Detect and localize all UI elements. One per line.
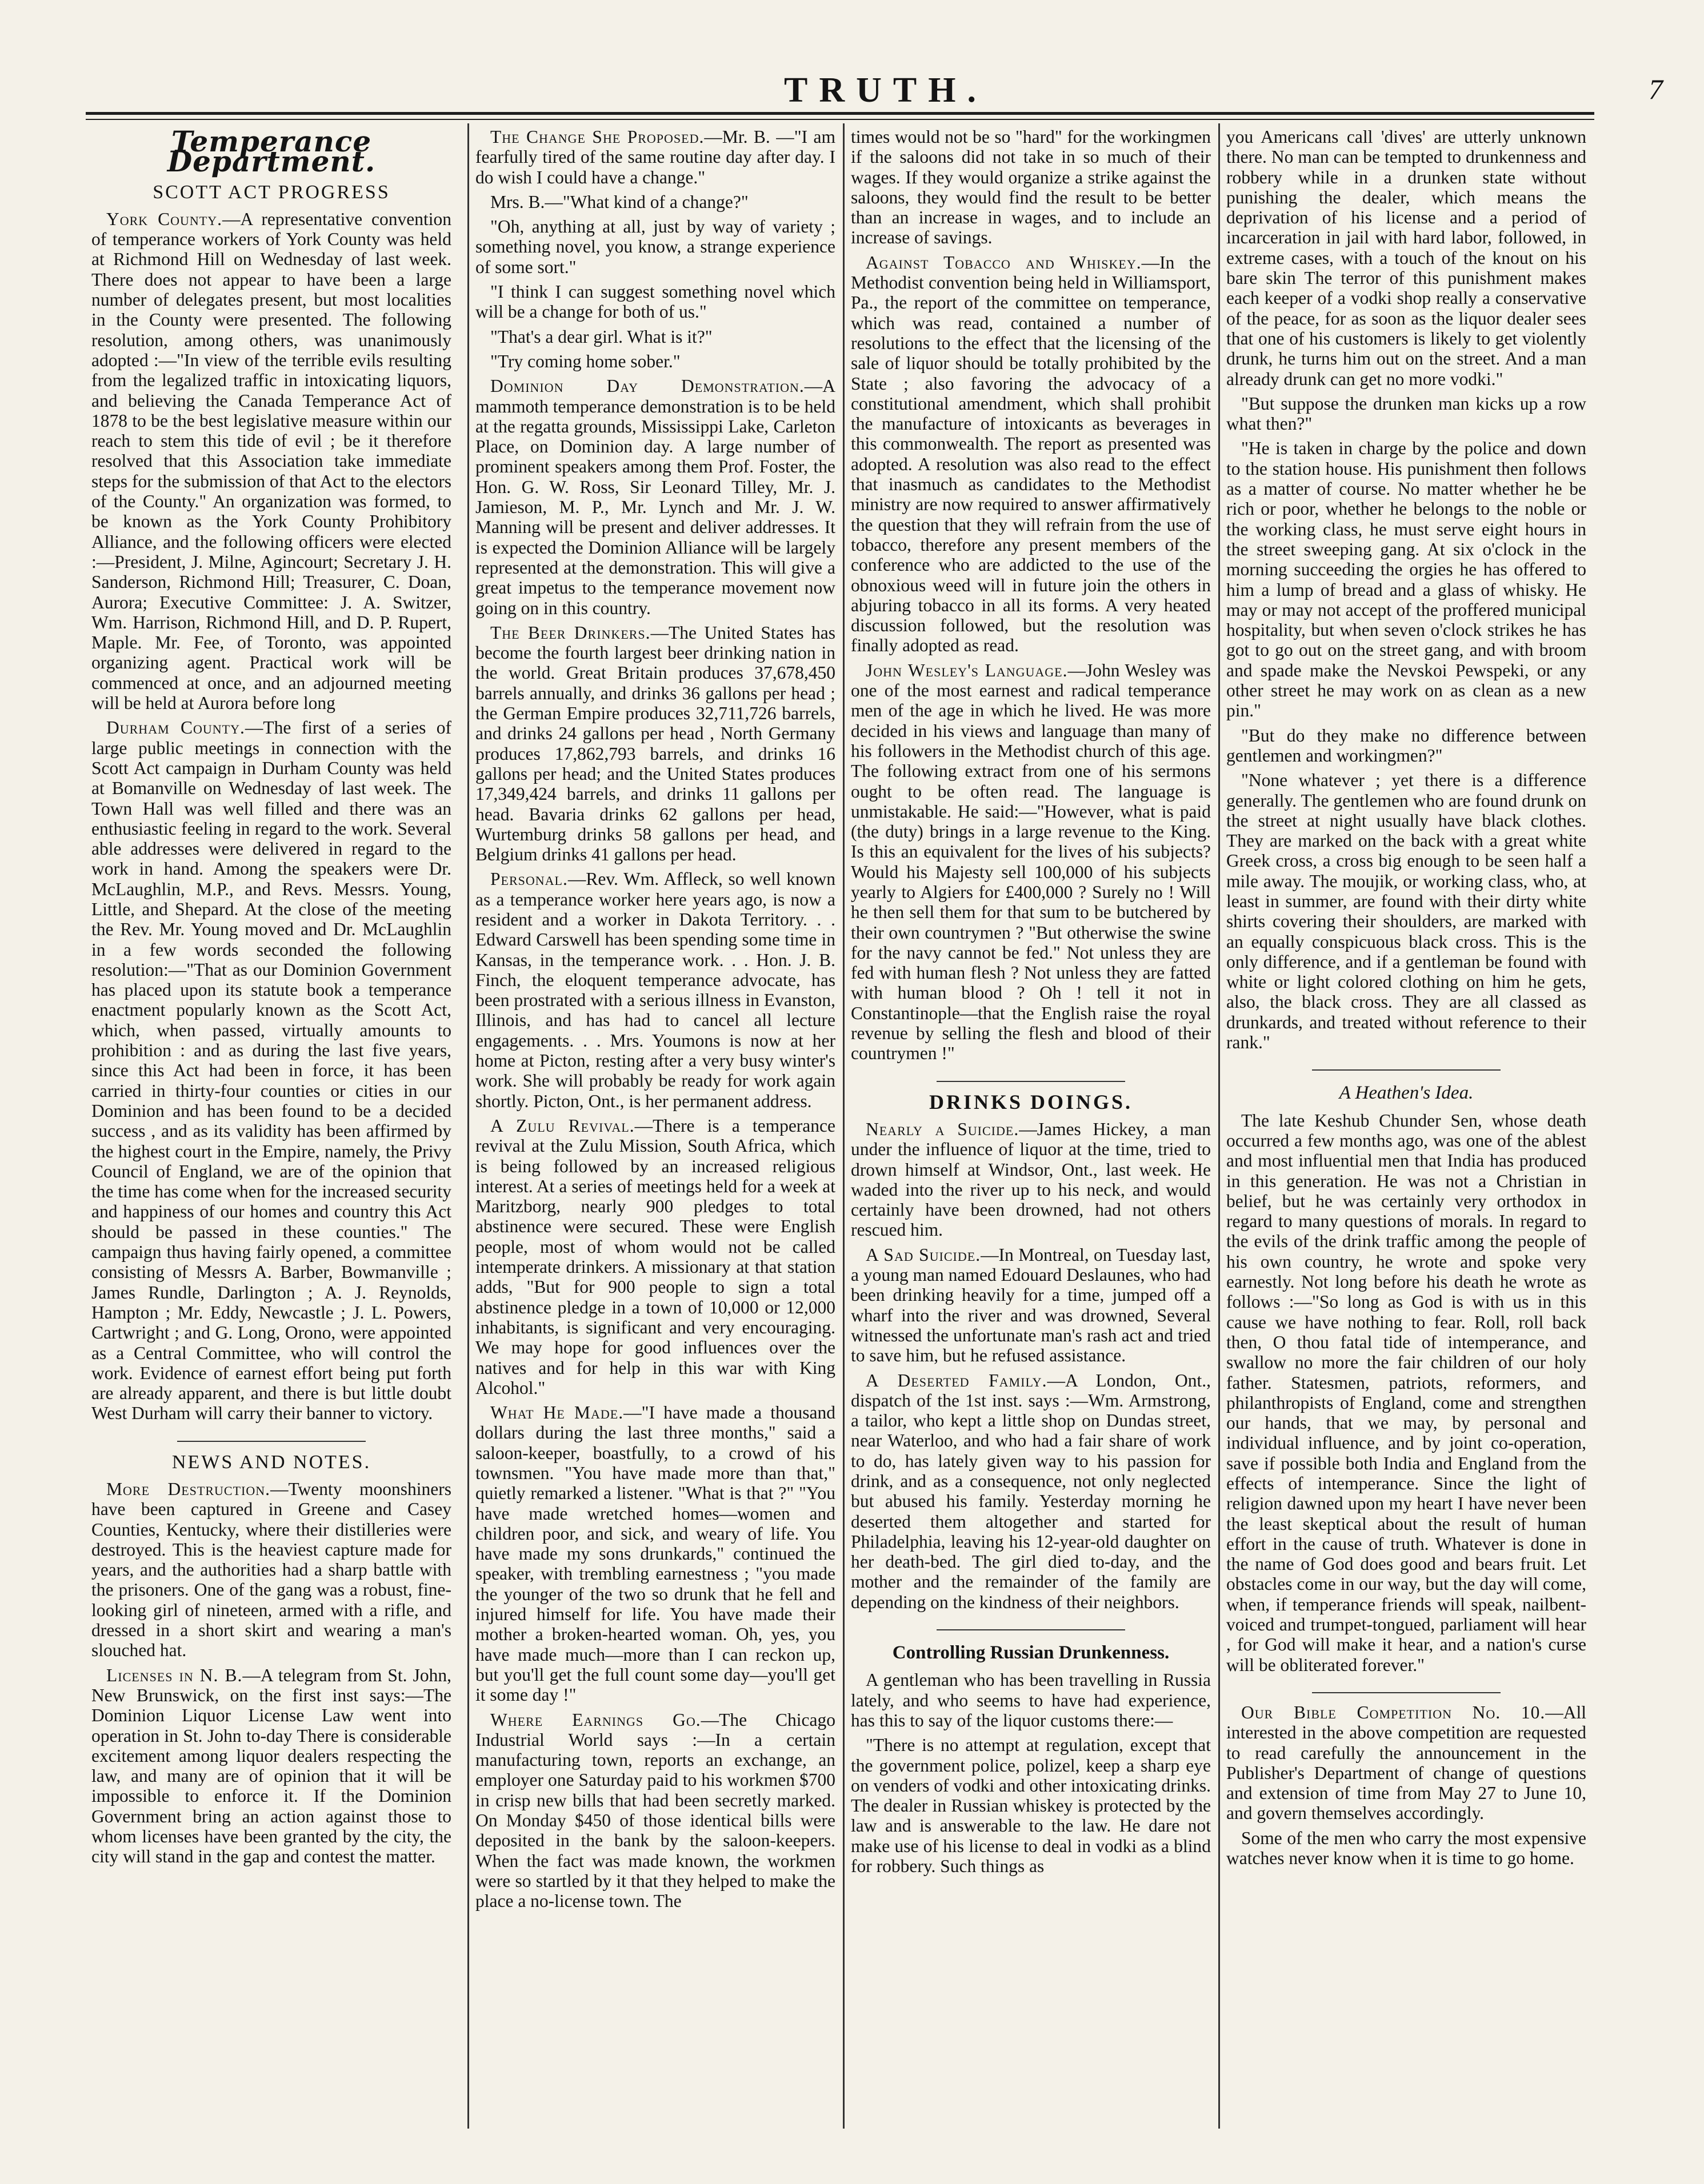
page-number: 7 <box>1649 73 1663 105</box>
article-continuation: times would not be so "hard" for the workingmen if the saloons did not take in so much of their wages. If they would organize a strike against the saloons, they would find the result to be better than an increase in wages, and to include an increase of savings. <box>851 127 1211 248</box>
article-licenses <box>91 1665 451 1867</box>
article-change <box>475 127 835 187</box>
article-kicker: Dominion Day Demonstration. <box>490 376 805 396</box>
column-divider <box>467 123 469 2129</box>
section-rule <box>1312 1692 1501 1693</box>
article-kicker: A Sad Suicide. <box>866 1244 981 1265</box>
article-closing: Some of the men who carry the most expensive watches never know when it is time to go home. <box>1226 1828 1586 1869</box>
section-heading-heathen: A Heathen's Idea. <box>1339 1083 1474 1104</box>
article-paragraph: A gentleman who has been travelling in Russia lately, and who seems to have had experience, has this to say of the liquor customs there:— <box>851 1670 1211 1730</box>
article-paragraph: "He is taken in charge by the police and down to the station house. His punishment then follows as a matter of course. No matter whether he be rich or poor, whether he belongs to the noble or the working class, he must serve eight hours in the street sweeping gang. At six o'clock in the morning succeeding the orgies he has offered to him a lump of bread and a glass of whisky. He may or may not accept of the proffered municipal hospitality, but when seven o'clock strikes he has got to go out on the street gang, and with broom and spade make the Nevskoi Pewspeki, or any other street he may work on as clean as a new pin." <box>1226 438 1586 721</box>
article-body: —A mammoth temperance demonstration is to be held at the regatta grounds, Mississippi Lake, Carleton Place, on Dominion day. A large number of prominent speakers among them Prof. Foster, the Hon. G. W. Ross, Sir Leonard Tilley, Mr. J. Jamieson, M. P., Mr. Lynch and Mr. J. W. Manning will be present and deliver addresses. It is expected the Dominion Alliance will be largely represented at the demonstration. This will give a great impetus to the temperance movement now going on in this country. <box>475 376 835 618</box>
article-body: —In the Methodist convention being held in Williamsport, Pa., the report of the committee on temperance, which was read, contained a number of resolutions to the effect that the licensing of the sale of liquor should be totally prohibited by the State ; also favoring the advocacy of a constitutional amendment, which shall prohibit the manufacture of intoxicants as beverages in this commonwealth. The report as presented was adopted. A resolution was also read to the effect that inasmuch as candidates to the Methodist ministry are now required to answer affirmatively the question that they will refrain from the use of tobacco, therefore any present members of the conference who are addicted to the use of the obnoxious weed will in future join the others in abjuring tobacco in all its forms. A very heated discussion followed, but the resolution was finally adopted as read. <box>851 252 1211 656</box>
article-body: —There is a temperance revival at the Zulu Mission, South Africa, which is being followed by an increased religious interest. At a series of meetings held for a week at Maritzborg, nearly 900 pledges to total abstinence were secured. These were English people, most of whom would not be called intemperate drinkers. A missionary at that station adds, "But for 900 people to sign a total abstinence pledge in a town of 10,000 or 12,000 inhabitants, is significant and very encouraging. We may hope for good influences over the natives and for help in this war with King Alcohol." <box>475 1115 835 1398</box>
article-body: —A telegram from St. John, New Brunswick, on the first inst says:—The Dominion Liquor License Law went into operation in St. John to-day There is considerable excitement among liquor dealers respecting the law, and many are of opinion that it will be impossible to enforce it. If the Dominion Government bring an action against those to whom licenses have been granted by the city, the city will stand in the gap and contest the matter. <box>91 1665 451 1867</box>
article-body: —The United States has become the fourth largest beer drinking nation in the world. Great Britain produces 37,678,450 barrels annually, and drinks 36 gallons per head ; the German Empire produces 32,711,726 barrels, and drinks 24 gallons per head , North Germany produces 17,862,793 barrels, and drinks 16 gallons per head; and the United States produces 17,349,424 barrels, and drinks 11 gallons per head. Bavaria drinks 62 gallons per head, Wurtemburg drinks 58 gallons per head, and Belgium drinks 41 gallons per head. <box>475 622 835 865</box>
article-paragraph: "But suppose the drunken man kicks up a row what then?" <box>1226 393 1586 434</box>
article-zulu-revival <box>475 1116 835 1398</box>
article-kicker: Licenses in N. B. <box>106 1665 243 1685</box>
article-body: —"I have made a thousand dollars during the last three months," said a saloon-keeper, boastfully, to a crowd of his townsmen. "You have made more than that," quietly remarked a listener. "What is that ?" "You have made wretched homes—women and children poor, and sick, and weary of life. You have made my sons drunkards," continued the speaker, with trembling earnestness ; "you made the younger of the two so drunk that he fell and injured himself for life. You have made their mother a broken-hearted woman. Oh, yes, you have made much—more than I can reckon up, but you'll get the full count some day—you'll get it some day !" <box>475 1402 835 1705</box>
article-kicker: A Zulu Revival. <box>490 1115 635 1136</box>
column-4 <box>1226 127 1586 2126</box>
article-body: —The Chicago Industrial World says :—In a certain manufacturing town, reports an exchange, an employer one Saturday paid to his workmen $700 in crisp new bills that had been secretly marked. On Monday $450 of those identical bills were deposited in the bank by the saloon-keepers. When the fact was made known, the workmen were so startled by it that they helped to make the place a no-license town. The <box>475 1709 835 1911</box>
article-continuation: you Americans call 'dives' are utterly unknown there. No man can be tempted to drunkenness and robbery while in a drunken state without punishing the dealer, which means the deprivation of his license and a period of incarceration in jail with hard labor, followed, in extreme cases, with a touch of the knout on his bare skin The terror of this punishment makes each keeper of a vodki shop really a conservative of the peace, for as soon as the liquor dealer sees that one of his customers is likely to get violently drunk, he turns him out on the street. And a man already drunk can get no more vodki." <box>1226 127 1586 389</box>
article-paragraph: "None whatever ; yet there is a difference generally. The gentlemen who are found drunk on the street at night usually have black clothes. They are marked on the back with a great white Greek cross, a cross big enough to be seen half a mile away. The moujik, or working class, who, at least in summer, are found with their dirty white shirts covering their shoulders, are marked with an equally conspicuous black cross. This is the only difference, and if a gentleman be found with white or light colored clothing on him he gets, also, the black cross. They are all classed as drunkards, and treated without reference to their rank." <box>1226 770 1586 1053</box>
article-kicker: More Destruction. <box>106 1479 270 1499</box>
article-kicker: Where Earnings Go. <box>490 1709 701 1730</box>
article-body: —A London, Ont., dispatch of the 1st inst. says :—Wm. Armstrong, a tailor, who kept a little shop on Dundas street, near Waterloo, and who had a fair share of work to do, has lately given way to his passion for drink, and as a consequence, not only neglected but abused his family. Yesterday morning he deserted them altogether and started for Philadelphia, leaving his 12-year-old daughter on her death-bed. The girl died to-day, and the mother and the remainder of the family are depending on the kindness of their neighbors. <box>851 1370 1211 1612</box>
article-sad-suicide <box>851 1245 1211 1366</box>
masthead-rule-thin <box>86 119 1594 120</box>
section-heading-scott-act: SCOTT ACT PROGRESS <box>153 181 390 203</box>
article-bible-competition <box>1226 1702 1586 1824</box>
newspaper-title: TRUTH. <box>784 71 987 110</box>
article-kicker: John Wesley's Language. <box>866 660 1068 680</box>
article-kicker: Against Tobacco and Whiskey. <box>866 252 1142 273</box>
section-heading-drinks: DRINKS DOINGS. <box>929 1090 1133 1113</box>
section-rule <box>937 1629 1125 1630</box>
department-title: Temperance Department. <box>167 127 376 179</box>
article-kicker: The Beer Drinkers. <box>490 622 651 643</box>
article-beer-drinkers <box>475 623 835 865</box>
article-body: —James Hickey, a man under the influence of liquor at the time, tried to drown himself at Windsor, Ont., last week. He waded into the river up to his neck, and would certainly have been drowned, had not others rescued him. <box>851 1119 1211 1240</box>
column-1 <box>91 127 451 2126</box>
article-kicker: A Deserted Family. <box>866 1370 1047 1390</box>
masthead <box>86 60 1686 114</box>
article-body: —The first of a series of large public meetings in connection with the Scott Act campaign in Durham County was held at Bomanville on Wednesday of last week. The Town Hall was well filled and there was an enthusiastic feeling in regard to the work. Several able addresses were delivered in regard to the work in hand. Among the speakers were Dr. McLaughlin, M.P., and Revs. Messrs. Young, Little, and Shepard. At the close of the meeting the Rev. Mr. Young moved and Dr. McLaughlin in a few words seconded the following resolution:—"That as our Dominion Government has placed upon its statute book a temperance enactment popularly known as the Scott Act, which, when passed, virtually amounts to prohibition : and as during the last five years, since this Act had been in force, it has been carried in thirty-four counties or cities in our Dominion and has been found to be a decided success , and as its validity has been affirmed by the highest court in the Empire, namely, the Privy Council of England, we are of the opinion that the time has come when for the increased security and happiness of our homes and country this Act should be passed in these counties." The campaign thus having fairly opened, a committee consisting of Messrs A. Barber, Bowmanville ; James Rundle, Darlington ; A. J. Reynolds, Hampton ; Mr. Eddy, Newcastle ; J. L. Powers, Cartwright ; and G. Long, Orono, were appointed as a Central Committee, who will control the work. Evidence of earnest effort being put forth are already apparent, and there is but little doubt West Durham will carry their banner to victory. <box>91 718 451 1424</box>
article-deserted-family <box>851 1370 1211 1613</box>
article-kicker: What He Made. <box>490 1402 624 1423</box>
article-kicker: Personal. <box>490 869 568 889</box>
article-kicker: Nearly a Suicide. <box>866 1119 1019 1139</box>
article-paragraph: "Try coming home sober." <box>490 351 681 371</box>
article-tobacco-whiskey <box>851 253 1211 656</box>
section-rule <box>177 1441 366 1442</box>
section-heading-russian: Controlling Russian Drunkenness. <box>892 1642 1170 1664</box>
article-body: —A representative convention of temperance workers of York County was held at Richmond Hill on Wednesday of last week. There does not appear to have been a large number of delegates present, but most localities in the County were presented. The following resolution, among others, was unanimously adopted :—"In view of the terrible evils resulting from the legalized traffic in intoxicating liquors, and believing the Canada Temperance Act of 1878 to be the best legislative measure within our reach to stem this tide of evil ; be it therefore resolved that this Association take immediate steps for the submission of that Act to the electors of the County." An organization was formed, to be known as the York County Prohibitory Alliance, and the following officers were elected :—President, J. Milne, Agincourt; Secretary J. H. Sanderson, Richmond Hill; Treasurer, C. Doan, Aurora; Executive Committee: J. A. Switzer, Wm. Harrison, Richmond Hill, and D. P. Rupert, Maple. Mr. Fee, of Toronto, was appointed organizing agent. Practical work will be commenced at once, and an adjourned meeting will be held at Aurora before long <box>91 209 451 714</box>
article-nearly-suicide <box>851 1119 1211 1240</box>
section-heading-news: NEWS AND NOTES. <box>171 1451 371 1473</box>
article-more-destruction <box>91 1479 451 1661</box>
article-body: —Twenty moonshiners have been captured in Greene and Casey Counties, Kentucky, where their distilleries were destroyed. This is the heaviest capture made for years, and the authorities had a sharp battle with the prisoners. One of the gang was a robust, fine-looking girl of nineteen, armed with a rifle, and dressed in a short skirt and wearing a man's slouched hat. <box>91 1479 451 1661</box>
column-divider <box>1218 123 1220 2129</box>
article-where-earnings-go <box>475 1710 835 1911</box>
article-paragraph: "There is no attempt at regulation, except that the government police, polizel, keep a sharp eye on venders of vodki and other intoxicating drinks. The dealer in Russian whiskey is protected by the law and is answerable to the law. He dare not make use of his license to deal in vodki as a blind for robbery. Such things as <box>851 1735 1211 1877</box>
article-what-he-made <box>475 1402 835 1705</box>
article-heathen-idea: The late Keshub Chunder Sen, whose death occurred a few months ago, was one of the ablest and most influential men that India has produced in this generation. He was not a Christian in belief, but he was certainly very orthodox in regard to many questions of morals. In regard to the evils of the drink traffic among the people of his own country, he wrote and spoke very earnestly. Not long before his death he wrote as follows :—"So long as God is with us in this cause we have nothing to fear. Roll, roll back then, O thou fatal tide of intemperance, and swallow no more the fair children of our holy father. Statesmen, patriots, reformers, and philanthropists of England, come and strengthen our hands, that we may, by personal and individual influence, and by joint co-operation, save if possible both India and England from the effects of intemperance. Since the light of religion dawned upon my heart I have never been the least skeptical about the result of human effort in the cause of truth. Whatever is done in the name of God does good and bears fruit. Let obstacles come in our way, but the day will come, when, if temperance friends will speak, nailbent-voiced and trumpet-tongued, parliament will hear , for God will make it hear, and a nation's curse will be obliterated forever." <box>1226 1110 1586 1675</box>
article-body: —Rev. Wm. Affleck, so well known as a temperance worker here years ago, is now a resident and a worker in Dakota Territory. . . Edward Carswell has been spending some time in Kansas, in the temperance work. . . Hon. J. B. Finch, the eloquent temperance advocate, has been prostrated with a serious illness in Evanston, Illinois, and has had to cancel all lecture engagements. . . Mrs. Youmons is now at her home at Picton, resting after a very busy winter's work. She will probably be ready for work again shortly. Picton, Ont., is her permanent address. <box>475 869 835 1111</box>
article-kicker: The Change She Proposed. <box>490 127 705 147</box>
article-body: —In Montreal, on Tuesday last, a young man named Edouard Deslaunes, who had been drinking heavily for a time, jumped off a wharf into the river and was drowned, Several witnessed the unfortunate man's rash act and tried to save him, but he refused assistance. <box>851 1244 1211 1366</box>
section-rule <box>937 1081 1125 1082</box>
column-2 <box>475 127 835 2126</box>
article-kicker: Durham County. <box>106 718 245 738</box>
column-divider <box>843 123 845 2129</box>
article-york-county <box>91 209 451 713</box>
article-body: —Mr. B. —"I am fearfully tired of the same routine day after day. I do wish I could have a change." <box>475 127 835 187</box>
article-paragraph: "That's a dear girl. What is it?" <box>490 326 713 347</box>
article-kicker: Our Bible Competition No. 10. <box>1241 1702 1546 1722</box>
article-paragraph: "I think I can suggest something novel which will be a change for both of us." <box>475 282 835 322</box>
article-body: —All interested in the above competition are requested to read carefully the announcement in the Publisher's Department of change of questions and extension of time from May 27 to June 10, and govern themselves accordingly. <box>1226 1702 1586 1824</box>
article-paragraph: "But do they make no difference between gentlemen and workingmen?" <box>1226 725 1586 766</box>
masthead-rule-thick <box>86 112 1594 115</box>
article-paragraph: Mrs. B.—"What kind of a change?" <box>490 191 749 212</box>
article-personal <box>475 869 835 1111</box>
article-dominion-day <box>475 376 835 618</box>
article-paragraph: "Oh, anything at all, just by way of variety ; something novel, you know, a strange experience of some sort." <box>475 217 835 277</box>
section-rule <box>1312 1069 1501 1071</box>
article-kicker: York County. <box>106 209 222 229</box>
article-body: —John Wesley was one of the most earnest and radical temperance men of the age in which he lived. He was more decided in his views and language than many of his followers in the Methodist church of this age. The following extract from one of his sermons ought to be often read. The language is unmistakable. He said:—"However, what is paid (the duty) brings in a large revenue to the King. Is this an equivalent for the lives of his subjects? Would his Majesty sell 100,000 of his subjects yearly to Algiers for £400,000 ? Surely no ! Will he then sell them for that sum to be butchered by their own countrymen ? "But otherwise the swine for the navy cannot be fed." Not unless they are fed with human flesh ? Not unless they are fatted with human blood ? Oh ! tell it not in Constantinople—that the English raise the royal revenue by selling the flesh and blood of their countrymen !" <box>851 660 1211 1064</box>
article-wesley-language <box>851 660 1211 1064</box>
article-durham-county <box>91 718 451 1423</box>
column-3 <box>851 127 1211 2126</box>
